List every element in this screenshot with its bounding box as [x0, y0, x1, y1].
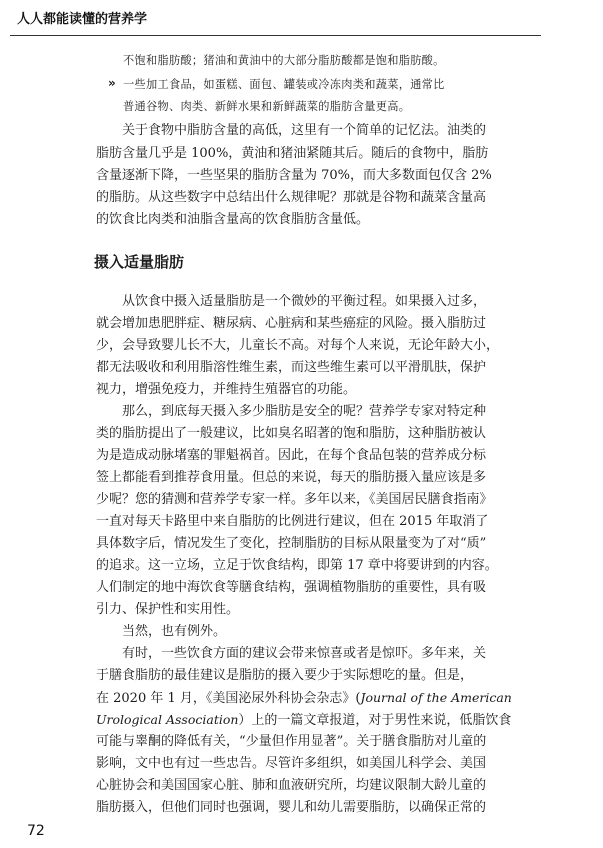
header-rule [10, 35, 541, 36]
intro-line: 脂肪含量几乎是 100%，黄油和猪油紧随其后。随后的食物中，脂肪 [96, 146, 489, 161]
body-line: 有时，一些饮食方面的建议会带来惊喜或者是惊吓。多年来，关 [122, 646, 487, 661]
journal-title-part1: Journal of the American [360, 690, 512, 705]
body-line: 就会增加患肥胖症、糖尿病、心脏病和某些癌症的风险。摄入脂肪过 [96, 316, 487, 331]
body-line: 心脏协会和美国国家心脏、肺和血液研究所，均建议限制大龄儿童的 [96, 778, 487, 793]
body-line: 的追求。这一立场，立足于饮食结构，即第 17 章中将要讲到的内容。 [96, 558, 498, 573]
body-line: 为是造成动脉堵塞的罪魁祸首。因此，在每个食品包装的营养成分标 [96, 448, 487, 463]
intro-line: 的饮食比肉类和油脂含量高的饮食脂肪含量低。 [96, 212, 370, 227]
body-line: 从饮食中摄入适量脂肪是一个微妙的平衡过程。如果摄入过多， [122, 294, 487, 309]
body-line: 人们制定的地中海饮食等膳食结构，强调植物脂肪的重要性，具有吸 [96, 580, 487, 595]
body-line: 都无法吸收和利用脂溶性维生素，而这些维生素可以平滑肌肤，保护 [96, 360, 487, 375]
body-line: 类的脂肪提出了一般建议，比如臭名昭著的饱和脂肪，这种脂肪被认 [96, 426, 487, 441]
note-line: 不饱和脂肪酸；猪油和黄油中的大部分脂肪酸都是饱和脂肪酸。 [123, 54, 445, 67]
section-title: 摄入适量脂肪 [94, 253, 185, 271]
body-line: 视力，增强免疫力，并维持生殖器官的功能。 [96, 382, 357, 397]
body-line: 少呢？您的猜测和营养学专家一样。多年以来，《美国居民膳食指南》 [96, 492, 493, 507]
intro-line: 的脂肪。从这些数字中总结出什么规律呢？那就是谷物和蔬菜含量高 [96, 190, 487, 205]
citation-line [96, 690, 512, 707]
intro-line: 关于食物中脂肪含量的高低，这里有一个简单的记忆法。油类的 [122, 123, 487, 138]
body-line: 可能与睾酮的降低有关，“少量但作用显著”。关于膳食脂肪对儿童的 [96, 734, 487, 749]
body-line: 于膳食脂肪的最佳建议是脂肪的摄入要少于实际想吃的量。但是， [96, 668, 474, 683]
journal-title-part2: Urological Association [96, 712, 239, 727]
page-number: 72 [27, 823, 45, 839]
body-line: 影响，文中也有过一些忠告。尽管许多组织，如美国儿科学会、美国 [96, 756, 487, 771]
running-head: 人人都能读懂的营养学 [17, 12, 148, 27]
intro-line: 含量逐渐下降，一些坚果的脂肪含量为 70%，而大多数面包仅含 2% [96, 168, 492, 183]
bullet-icon: » [108, 76, 116, 90]
note-line: 普通谷物、肉类、新鲜水果和新鲜蔬菜的脂肪含量更高。 [123, 100, 411, 113]
citation-start: 在 2020 年 1 月，《美国泌尿外科协会杂志》( [96, 691, 361, 706]
citation-line [96, 712, 511, 729]
body-line: 具体数字后，情况发生了变化，控制脂肪的目标从限量变为了对“质” [96, 536, 487, 551]
body-line: 当然，也有例外。 [122, 624, 227, 639]
body-line: 那么，到底每天摄入多少脂肪是安全的呢？营养学专家对特定种 [122, 404, 487, 419]
citation-rest: ）上的一篇文章报道，对于男性来说，低脂饮食 [238, 713, 512, 728]
note-line: 一些加工食品，如蛋糕、面包、罐装或冷冻肉类和蔬菜，通常比 [123, 78, 445, 91]
body-line: 一直对每天卡路里中来自脂肪的比例进行建议，但在 2015 年取消了 [96, 514, 489, 529]
body-line: 签上都能看到推荐食用量。但总的来说，每天的脂肪摄入量应该是多 [96, 470, 487, 485]
body-line: 引力、保护性和实用性。 [96, 602, 240, 617]
body-line: 少，会导致婴儿长不大，儿童长不高。对每个人来说，无论年龄大小， [96, 338, 500, 353]
body-line: 脂肪摄入，但他们同时也强调，婴儿和幼儿需要脂肪，以确保正常的 [96, 800, 487, 815]
